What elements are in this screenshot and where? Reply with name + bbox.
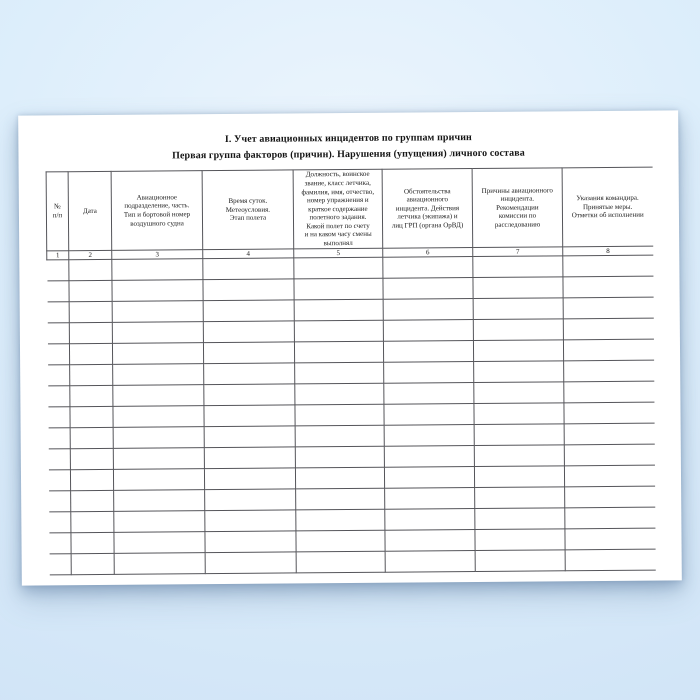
empty-cell: [114, 553, 205, 575]
empty-cell: [295, 425, 384, 447]
empty-cell: [294, 341, 383, 363]
empty-cell: [565, 507, 655, 529]
column-header-unit-aircraft: Авиационное подразделение, часть. Тип и бортовой номер воздушного судна: [111, 171, 203, 251]
empty-cell: [49, 554, 71, 575]
empty-cell: [295, 467, 384, 489]
empty-cell: [203, 258, 294, 280]
empty-cell: [475, 508, 565, 530]
empty-cell: [384, 446, 474, 468]
empty-cell: [564, 465, 654, 487]
empty-cell: [384, 362, 474, 384]
empty-cell: [563, 297, 653, 319]
column-header-pilot-task: Должность, воинское звание, класс летчика, фамилия, имя, отчество, номер упражнения и краткое содержание полетного задания. Какой полет по счету и на каком часу смены выполнял: [293, 169, 383, 249]
empty-cell: [69, 301, 112, 322]
empty-cell: [47, 281, 69, 302]
empty-cell: [48, 428, 70, 449]
empty-cell: [563, 276, 653, 298]
empty-cell: [112, 301, 203, 323]
empty-cell: [205, 531, 296, 553]
empty-cell: [294, 320, 383, 342]
empty-cell: [204, 468, 295, 490]
empty-cell: [473, 256, 563, 278]
incident-registry-table: [46, 167, 656, 576]
empty-cell: [564, 360, 654, 382]
empty-cell: [296, 530, 385, 552]
empty-cell: [564, 423, 654, 445]
empty-cell: [565, 486, 655, 508]
empty-cell: [295, 383, 384, 405]
column-header-commander-instructions: Указания командира. Принятые меры. Отметки об исполнении: [562, 167, 653, 247]
empty-cell: [69, 322, 112, 343]
empty-cell: [113, 364, 204, 386]
empty-cell: [563, 318, 653, 340]
empty-cell: [204, 447, 295, 469]
empty-cell: [69, 343, 112, 364]
empty-cell: [565, 549, 655, 571]
document-title-block: [18, 110, 678, 163]
empty-cell: [563, 255, 653, 277]
empty-data-row: [49, 549, 655, 575]
empty-cell: [475, 487, 565, 509]
table-header: [46, 167, 653, 260]
empty-cell: [296, 551, 385, 573]
empty-cell: [48, 407, 70, 428]
column-header-circumstances: Обстоятельства авиационного инцидента. Действия летчика (экипажа) и лиц ГРП (органа ОрВД): [382, 169, 473, 249]
empty-cell: [203, 321, 294, 343]
empty-cell: [112, 280, 203, 302]
empty-cell: [383, 299, 473, 321]
empty-cell: [49, 533, 71, 554]
empty-cell: [70, 385, 113, 406]
empty-cell: [204, 426, 295, 448]
empty-cell: [295, 362, 384, 384]
empty-cell: [296, 509, 385, 531]
empty-cell: [473, 298, 563, 320]
empty-cell: [563, 339, 653, 361]
document-page: [18, 110, 682, 585]
empty-cell: [71, 532, 114, 553]
empty-cell: [295, 404, 384, 426]
empty-cell: [384, 404, 474, 426]
empty-cell: [474, 424, 564, 446]
empty-cell: [204, 363, 295, 385]
empty-cell: [112, 259, 203, 281]
empty-cell: [70, 448, 113, 469]
empty-cell: [112, 322, 203, 344]
column-number: 7: [473, 247, 563, 257]
empty-cell: [113, 469, 204, 491]
empty-cell: [114, 511, 205, 533]
column-header-row-number: № п/п: [46, 172, 69, 251]
empty-cell: [47, 260, 69, 281]
empty-cell: [383, 278, 473, 300]
empty-cell: [474, 403, 564, 425]
column-number: 3: [112, 250, 203, 260]
empty-cell: [70, 469, 113, 490]
empty-cell: [474, 382, 564, 404]
empty-cell: [48, 386, 70, 407]
empty-cell: [295, 446, 384, 468]
empty-cell: [114, 532, 205, 554]
empty-cell: [294, 299, 383, 321]
empty-cell: [385, 530, 475, 552]
empty-cell: [294, 257, 383, 279]
empty-cell: [112, 343, 203, 365]
empty-cell: [69, 259, 112, 280]
column-number: 4: [203, 249, 294, 259]
empty-cell: [71, 511, 114, 532]
empty-cell: [205, 489, 296, 511]
column-number: 8: [563, 246, 653, 256]
empty-cell: [113, 427, 204, 449]
empty-cell: [473, 340, 563, 362]
column-header-causes-recommendations: Причины авиационного инцидента. Рекомендации комиссии по расследованию: [472, 168, 563, 248]
column-number: 6: [383, 248, 473, 258]
document-title-line1: I. Учет авиационных инцидентов по группам причин: [224, 132, 472, 145]
empty-cell: [564, 444, 654, 466]
empty-cell: [474, 466, 564, 488]
empty-cell: [113, 448, 204, 470]
empty-cell: [203, 342, 294, 364]
empty-cell: [296, 488, 385, 510]
empty-cell: [564, 402, 654, 424]
empty-cell: [47, 302, 69, 323]
empty-cell: [474, 361, 564, 383]
empty-cell: [565, 528, 655, 550]
empty-cell: [205, 510, 296, 532]
empty-cell: [384, 467, 474, 489]
empty-cell: [47, 344, 69, 365]
document-title-line2: Первая группа факторов (причин). Нарушения (упущения) личного состава: [172, 147, 525, 162]
empty-cell: [204, 405, 295, 427]
table-body: [47, 255, 655, 575]
empty-cell: [383, 320, 473, 342]
empty-cell: [385, 488, 475, 510]
empty-cell: [473, 319, 563, 341]
empty-cell: [71, 490, 114, 511]
empty-cell: [205, 552, 296, 574]
empty-cell: [70, 364, 113, 385]
empty-cell: [383, 257, 473, 279]
empty-cell: [475, 550, 565, 572]
column-header-time-weather-phase: Время суток. Метеоусловия. Этап полета: [202, 170, 294, 250]
column-header-date: Дата: [68, 171, 112, 250]
empty-cell: [203, 279, 294, 301]
empty-cell: [473, 277, 563, 299]
empty-cell: [113, 406, 204, 428]
empty-cell: [564, 381, 654, 403]
empty-cell: [69, 280, 112, 301]
empty-cell: [48, 365, 70, 386]
empty-cell: [385, 509, 475, 531]
empty-cell: [384, 425, 474, 447]
empty-cell: [70, 406, 113, 427]
empty-cell: [49, 491, 71, 512]
empty-cell: [48, 470, 70, 491]
table-header-row: [46, 167, 653, 251]
empty-cell: [47, 323, 69, 344]
column-number: 2: [69, 250, 112, 259]
empty-cell: [203, 300, 294, 322]
empty-cell: [474, 445, 564, 467]
empty-cell: [48, 449, 70, 470]
empty-cell: [383, 341, 473, 363]
empty-cell: [113, 385, 204, 407]
empty-cell: [294, 278, 383, 300]
empty-cell: [475, 529, 565, 551]
empty-cell: [70, 427, 113, 448]
empty-cell: [204, 384, 295, 406]
column-number: 1: [47, 251, 69, 260]
empty-cell: [49, 512, 71, 533]
empty-cell: [384, 383, 474, 405]
column-number: 5: [294, 248, 383, 258]
empty-cell: [114, 490, 205, 512]
empty-cell: [385, 551, 475, 573]
empty-cell: [71, 553, 114, 574]
